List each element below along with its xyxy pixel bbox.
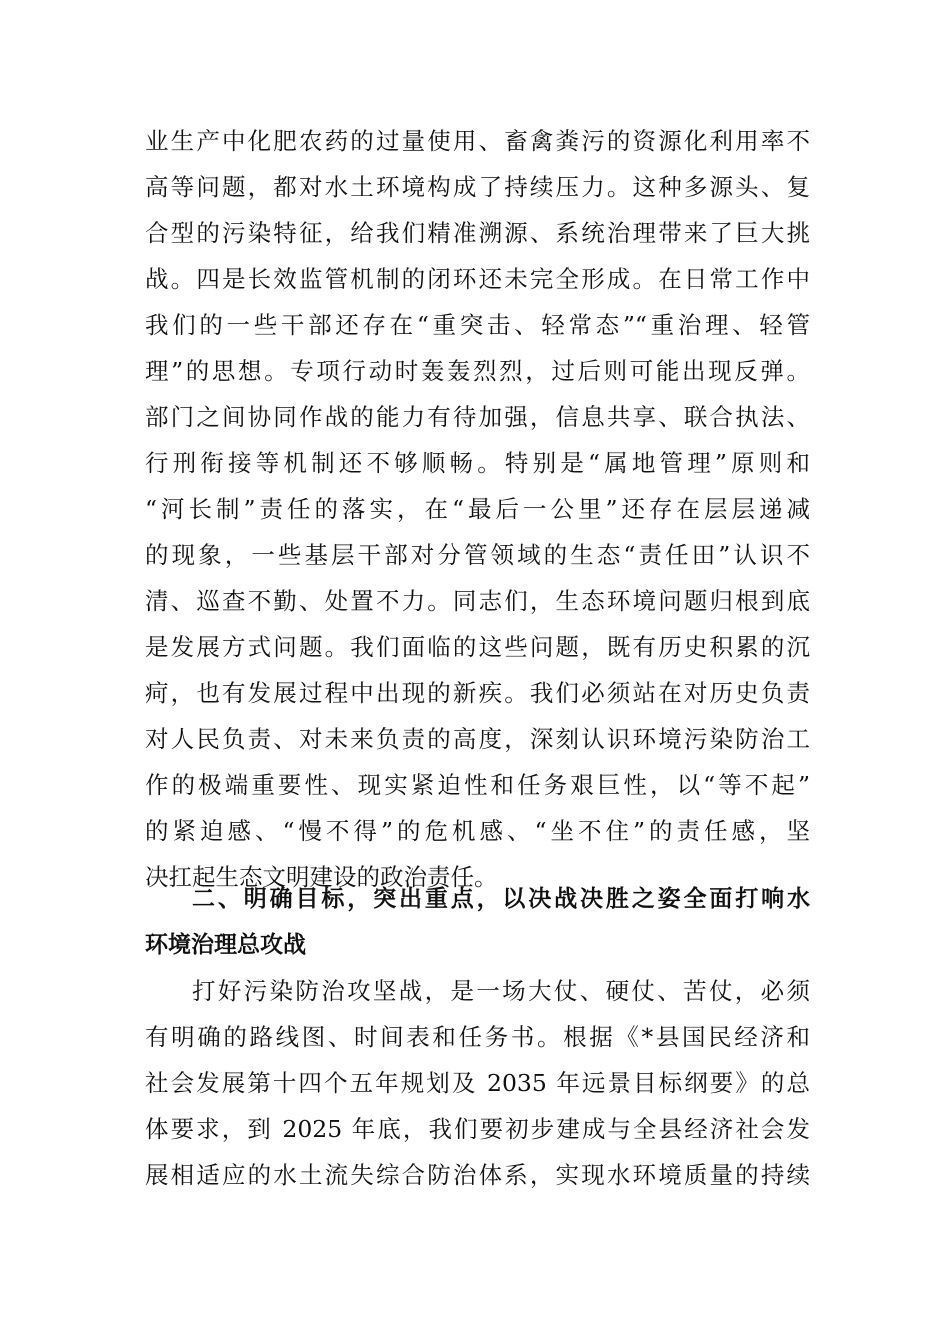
text-line: 对人民负责、对未来负责的高度，深刻认识环境污染防治工: [145, 725, 810, 753]
text-line: 行刑衔接等机制还不够顺畅。特别是“属地管理”原则和: [145, 449, 810, 477]
text-line: 社会发展第十四个五年规划及 2035 年远景目标纲要》的总: [145, 1069, 810, 1097]
text-line: 体要求，到 2025 年底，我们要初步建成与全县经济社会发: [145, 1115, 810, 1143]
text-line: 高等问题，都对水土环境构成了持续压力。这种多源头、复: [145, 173, 810, 201]
text-line: 展相适应的水土流失综合防治体系，实现水环境质量的持续: [145, 1161, 810, 1189]
body-paragraph-2: [145, 968, 810, 1198]
section-heading: [145, 876, 810, 968]
text-line: 我们的一些干部还存在“重突击、轻常态”“重治理、轻管: [145, 311, 810, 339]
text-line: 疴，也有发展过程中出现的新疾。我们必须站在对历史负责: [145, 679, 810, 707]
text-line: 有明确的路线图、时间表和任务书。根据《*县国民经济和: [145, 1023, 810, 1051]
text-line: 的现象，一些基层干部对分管领域的生态“责任田”认识不: [145, 541, 810, 569]
text-line: 理”的思想。专项行动时轰轰烈烈，过后则可能出现反弹。: [145, 357, 810, 385]
heading-line: 环境治理总攻战: [145, 932, 306, 958]
text-line: 业生产中化肥农药的过量使用、畜禽粪污的资源化利用率不: [145, 127, 810, 155]
text-line: 合型的污染特征，给我们精准溯源、系统治理带来了巨大挑: [145, 219, 810, 247]
text-line: 是发展方式问题。我们面临的这些问题，既有历史积累的沉: [145, 633, 810, 661]
text-line: 部门之间协同作战的能力有待加强，信息共享、联合执法、: [145, 403, 810, 431]
body-paragraph-1: [145, 118, 810, 900]
text-line: 战。四是长效监管机制的闭环还未完全形成。在日常工作中: [145, 265, 810, 293]
text-line: 清、巡查不勤、处置不力。同志们，生态环境问题归根到底: [145, 587, 810, 615]
text-line: 决扛起生态文明建设的政治责任。: [145, 863, 498, 891]
text-line: 打好污染防治攻坚战，是一场大仗、硬仗、苦仗，必须: [192, 977, 810, 1005]
text-line: “河长制”责任的落实，在“最后一公里”还存在层层递减: [145, 495, 810, 523]
text-line: 的紧迫感、“慢不得”的危机感、“坐不住”的责任感，坚: [145, 817, 810, 845]
text-line: 作的极端重要性、现实紧迫性和任务艰巨性，以“等不起”: [145, 771, 810, 799]
heading-line: 二、明确目标，突出重点，以决战决胜之姿全面打响水: [192, 886, 810, 912]
